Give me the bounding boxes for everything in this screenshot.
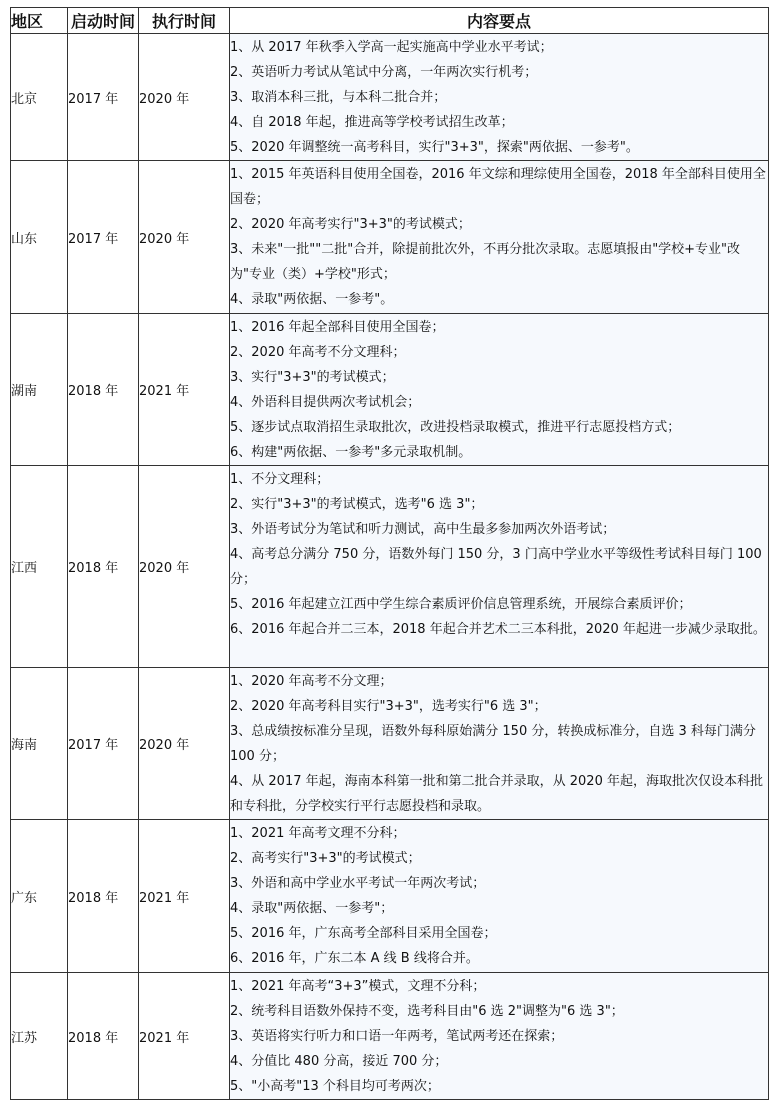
content-cell	[230, 820, 769, 973]
start-time-cell: 2017 年	[68, 668, 139, 820]
content-cell	[230, 161, 769, 314]
content-item: 6、2016 年起合并二三本，2018 年起合并艺术二三本科批，2020 年起进一步减少录取批。	[230, 622, 766, 637]
exec-time-cell: 2020 年	[139, 34, 230, 161]
content-item: 3、外语和高中学业水平考试一年两次考试；	[230, 876, 486, 891]
content-item: 2、2020 年高考科目实行"3+3"，选考实行"6 选 3"；	[230, 699, 547, 714]
table-row	[11, 161, 769, 314]
content-item: 2、2020 年高考实行"3+3"的考试模式；	[230, 217, 471, 232]
content-item: 1、2020 年高考不分文理；	[230, 674, 393, 689]
content-item: 2、统考科目语数外保持不变，选考科目由"6 选 2"调整为"6 选 3"；	[230, 1004, 624, 1019]
content-item: 4、分值比 480 分高，接近 700 分；	[230, 1054, 448, 1069]
start-time-cell: 2018 年	[68, 314, 139, 466]
start-time-cell: 2017 年	[68, 34, 139, 161]
gaokao-reform-table	[10, 7, 769, 1100]
start-time-cell: 2018 年	[68, 820, 139, 973]
header-region: 地区	[11, 8, 68, 34]
content-item: 2、高考实行"3+3"的考试模式；	[230, 851, 421, 866]
content-cell	[230, 973, 769, 1100]
exec-time-cell: 2021 年	[139, 820, 230, 973]
content-item: 1、2021 年高考文理不分科；	[230, 826, 406, 841]
content-item: 3、实行"3+3"的考试模式；	[230, 370, 395, 385]
content-item: 2、英语听力考试从笔试中分离，一年两次实行机考；	[230, 65, 538, 80]
content-item: 5、2016 年起建立江西中学生综合素质评价信息管理系统，开展综合素质评价；	[230, 597, 692, 612]
region-cell: 山东	[11, 161, 68, 314]
content-item: 3、总成绩按标准分呈现，语数外每科原始满分 150 分，转换成标准分，自选 3 科每门满分 100 分；	[230, 724, 756, 764]
content-item: 5、"小高考"13 个科目均可考两次；	[230, 1079, 440, 1094]
header-start-time: 启动时间	[68, 8, 139, 34]
content-item: 2、实行"3+3"的考试模式，选考"6 选 3"；	[230, 497, 484, 512]
content-cell	[230, 314, 769, 466]
content-item: 5、2016 年，广东高考全部科目采用全国卷；	[230, 926, 497, 941]
region-cell: 海南	[11, 668, 68, 820]
content-item: 2、2020 年高考不分文理科；	[230, 345, 406, 360]
content-item: 4、从 2017 年起，海南本科第一批和第二批合并录取，从 2020 年起，海取批次仅设本科批和专科批，分学校实行平行志愿投档和录取。	[230, 774, 763, 814]
exec-time-cell: 2020 年	[139, 161, 230, 314]
content-cell	[230, 466, 769, 668]
content-item: 4、自 2018 年起，推进高等学校考试招生改革；	[230, 115, 514, 130]
content-item: 6、构建"两依据、一参考"多元录取机制。	[230, 445, 472, 460]
exec-time-cell: 2020 年	[139, 668, 230, 820]
content-item: 1、不分文理科；	[230, 472, 330, 487]
content-cell	[230, 34, 769, 161]
header-exec-time: 执行时间	[139, 8, 230, 34]
region-cell: 江西	[11, 466, 68, 668]
table-row	[11, 314, 769, 466]
content-item: 3、未来"一批""二批"合并，除提前批次外，不再分批次录取。志愿填报由"学校+专业"改为"专业（类）+学校"形式；	[230, 242, 741, 282]
content-item: 4、录取"两依据、一参考"；	[230, 901, 394, 916]
content-item: 3、英语将实行听力和口语一年两考，笔试两考还在探索；	[230, 1029, 564, 1044]
table-row	[11, 668, 769, 820]
start-time-cell: 2018 年	[68, 466, 139, 668]
region-cell: 北京	[11, 34, 68, 161]
header-row	[11, 8, 769, 34]
content-item: 5、逐步试点取消招生录取批次，改进投档录取模式，推进平行志愿投档方式；	[230, 420, 681, 435]
content-item: 4、录取"两依据、一参考"。	[230, 292, 394, 307]
content-item: 1、从 2017 年秋季入学高一起实施高中学业水平考试；	[230, 40, 553, 55]
content-item: 6、2016 年，广东二本 A 线 B 线将合并。	[230, 951, 479, 966]
table-row	[11, 973, 769, 1100]
content-item: 1、2016 年起全部科目使用全国卷；	[230, 320, 445, 335]
start-time-cell: 2018 年	[68, 973, 139, 1100]
exec-time-cell: 2020 年	[139, 466, 230, 668]
start-time-cell: 2017 年	[68, 161, 139, 314]
content-item: 4、外语科目提供两次考试机会；	[230, 395, 421, 410]
region-cell: 湖南	[11, 314, 68, 466]
content-item: 5、2020 年调整统一高考科目，实行"3+3"，探索"两依据、一参考"。	[230, 140, 639, 155]
region-cell: 江苏	[11, 973, 68, 1100]
content-item: 4、高考总分满分 750 分，语数外每门 150 分，3 门高中学业水平等级性考试科目每门 100 分；	[230, 547, 762, 587]
content-item: 1、2015 年英语科目使用全国卷，2016 年文综和理综使用全国卷，2018 年全部科目使用全国卷；	[230, 167, 766, 207]
table-row	[11, 34, 769, 161]
content-item: 3、外语考试分为笔试和听力测试，高中生最多参加两次外语考试；	[230, 522, 616, 537]
exec-time-cell: 2021 年	[139, 314, 230, 466]
table-row	[11, 466, 769, 668]
content-cell	[230, 668, 769, 820]
content-item: 3、取消本科三批，与本科二批合并；	[230, 90, 447, 105]
table-row	[11, 820, 769, 973]
exec-time-cell: 2021 年	[139, 973, 230, 1100]
content-item: 1、2021 年高考“3+3”模式，文理不分科；	[230, 979, 486, 994]
header-content: 内容要点	[230, 8, 769, 34]
region-cell: 广东	[11, 820, 68, 973]
